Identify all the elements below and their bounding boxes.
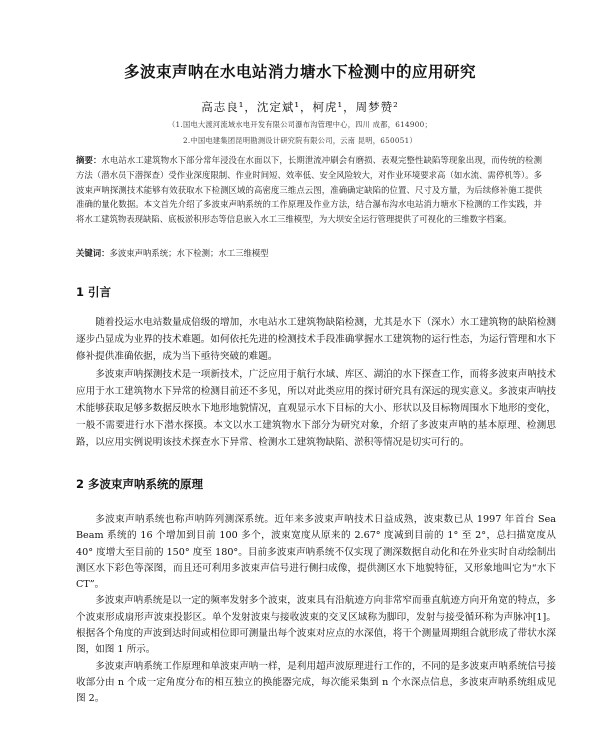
paragraph: 随着投运水电站数量成倍级的增加，水电站水工建筑物缺陷检测，尤其是水下（深水）水工建筑物的缺陷检测逐步凸显成为业界的技术难题。如何依托先进的检测技术手段准确掌握水工建筑物的运行性态，为运行管理和水下修补提供准确依据，成为当下亟待突破的难题。 — [76, 317, 556, 363]
keywords-label: 关键词： — [76, 248, 110, 258]
section-1-body — [76, 314, 556, 452]
section-2-body — [76, 512, 556, 708]
affiliation-2: 2.中国电建集团昆明勘测设计研究院有限公司，云南 昆明，650051） — [183, 136, 417, 145]
abstract-text: 水电站水工建筑物水下部分常年浸没在水面以下，长期泄流冲刷会有磨损、表观完整性缺陷等现象出现，而传统的检测方法（潜水员下潜探查）受作业深度限制、作业时间短、效率低、安全风险较大，对作业环境要求高（如水流、需停机等）。多波束声呐探测技术能够有效获取水下检测区域的高密度三维点云图，准确确定缺陷的位置、尺寸及方量，为后续修补施工提供准确的量化数据。本文首先介绍了多波束声呐系统的工作原理及作业方法，结合瀑布沟水电站消力塘水下检测的工作实践，并将水工建筑物表现缺陷、底板淤积形态等信息嵌入水工三维模型，为大坝安全运行管理提供了可视化的三维数字档案。 — [76, 155, 543, 225]
paper-title: 多波束声呐在水电站消力塘水下检测中的应用研究 — [123, 63, 476, 81]
author-list: 高志良¹，沈定斌¹，柯虎¹，周梦赞² — [201, 100, 399, 114]
paragraph: 多波束声呐系统也称声呐阵列测深系统。近年来多波束声呐技术日益成熟，波束数已从 1997 年首台 Sea Beam 系统的 16 个增加到目前 100 多个，波束宽度从原来的 2.67° 度减到目前的 1° 至 2°，总扫描宽度从 40° 度增大至目前的 150° 度至 180°。目前多波束声呐系统不仅实现了测深数据自动化和在外业实时自动绘制出测区水下彩色等深图，而且还可利用多波束声信号进行侧扫成像，提供测区水下地貌特征，又形象地叫它为“水下 CT”。 — [76, 514, 556, 591]
affiliation-1: （1.国电大渡河流域水电开发有限公司瀑布沟管理中心，四川 成都，614900； — [168, 120, 432, 129]
section-2-heading: 2 多波束声呐系统的原理 — [76, 477, 204, 491]
paragraph: 多波束声呐系统是以一定的频率发射多个波束，波束具有沿航迹方向非常窄而垂直航迹方向开角宽的特点，多个波束形成扇形声波束投影区。单个发射波束与接收波束的交叉区域称为脚印，发射与接受循环称为声脉冲[1]。根据各个角度的声波到达时间或相位即可测量出每个波束对应点的水深值，将干个测量周期组合就形成了带状水深图，如图 1 所示。 — [76, 595, 556, 656]
section-1-heading: 1 引言 — [76, 285, 112, 299]
paragraph: 多波束声呐系统工作原理和单波束声呐一样，是利用超声波原理进行工作的，不同的是多波束声呐系统信号接收部分由 n 个成一定角度分布的相互独立的换能器完成，每次能采集到 n 个水深点信息，多波束声呐系统组成见图 2。 — [76, 660, 556, 705]
paragraph: 多波束声呐探测技术是一项新技术，广泛应用于航行水域、库区、湖泊的水下探查工作，而将多波束声呐技术应用于水工建筑物水下异常的检测目前还不多见，所以对此类应用的探讨研究具有深远的现实意义。多波束声呐技术能够获取足够多数据反映水下地形地貌情况，直观显示水下目标的大小、形状以及目标物周围水下地形的变化，一般不需要进行水下潜水探摸。本文以水工建筑物水下部分为研究对象，介绍了多波束声呐的基本原理、检测思路，以应用实例说明该技术探查水下异常、检测水工建筑物缺陷、淤积等情况是切实可行的。 — [76, 368, 556, 449]
abstract-label: 摘要： — [76, 155, 102, 165]
abstract — [76, 153, 542, 227]
keywords-text: 多波束声呐系统；水下检测；水工三维模型 — [109, 248, 269, 258]
keywords — [76, 247, 542, 259]
